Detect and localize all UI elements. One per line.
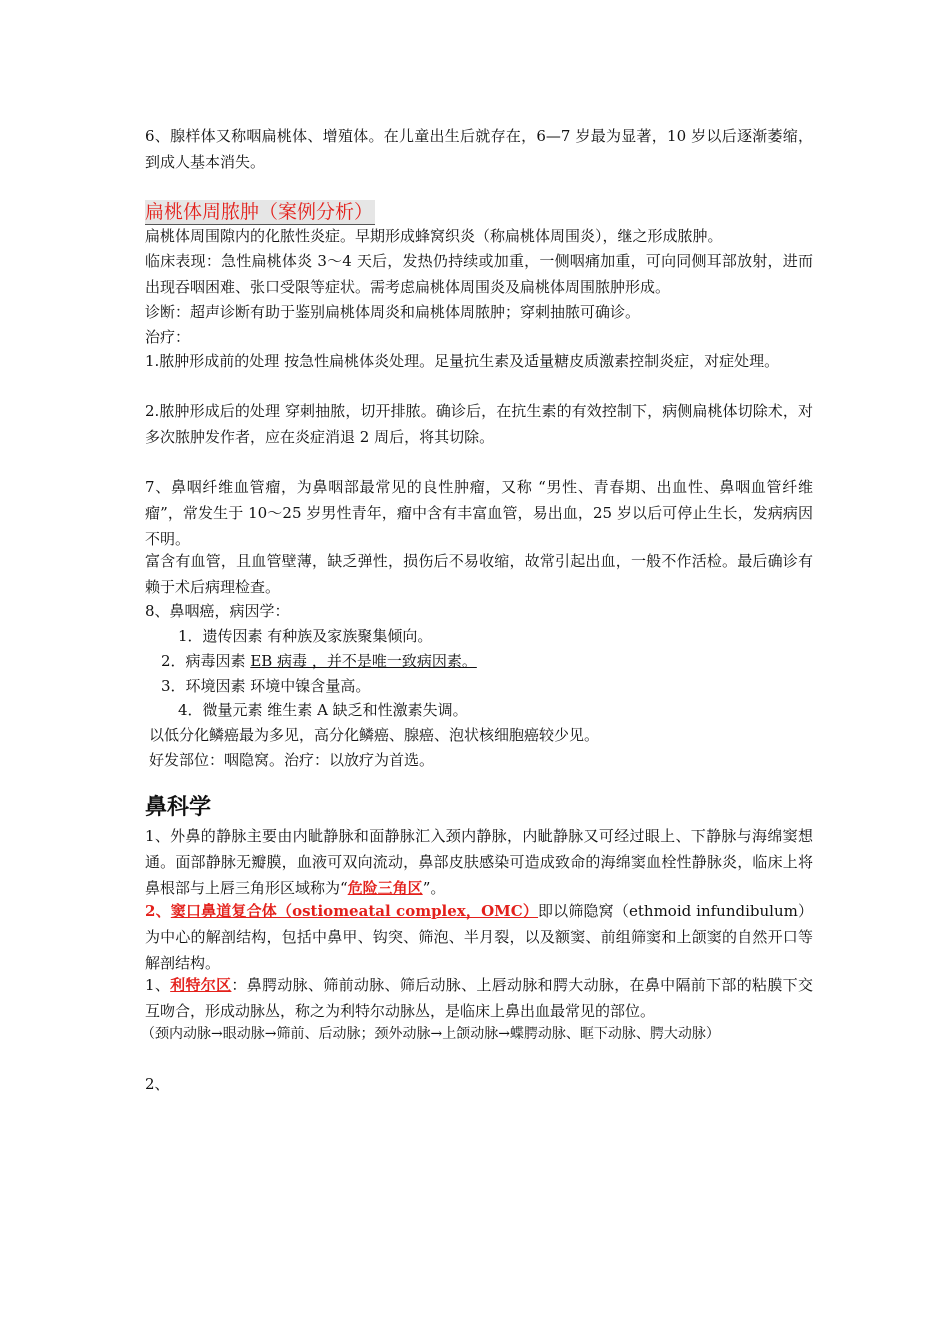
npc-cause-3: 3．环境因素 环境中镍含量高。 xyxy=(161,677,371,695)
case-clinical: 临床表现：急性扁桃体炎 3～4 天后，发热仍持续或加重，一侧咽痛加重，可向同侧耳部放射，进而出现吞咽困难、张口受限等症状。需考虑扁桃体周围炎及扁桃体周围脓肿形成。 xyxy=(145,252,813,296)
case-definition: 扁桃体周围隙内的化脓性炎症。早期形成蜂窝织炎（称扁桃体周围炎），继之形成脓肿。 xyxy=(145,227,723,245)
artery-path-note: （颈内动脉→眼动脉→筛前、后动脉；颈外动脉→上颌动脉→蝶腭动脉、眶下动脉、腭大动脉） xyxy=(141,1026,720,1042)
paragraph-adenoid: 6、腺样体又称咽扁桃体、增殖体。在儿童出生后就存在，6—7 岁最为显著，10 岁以后逐渐萎缩，到成人基本消失。 xyxy=(145,127,813,171)
rhinology-heading: 鼻科学 xyxy=(145,795,212,820)
little-area-keyword: 利特尔区 xyxy=(170,976,232,994)
omc-keyword: 窦口鼻道复合体（ostiomeatal complex，OMC） xyxy=(170,902,539,920)
case-treatment-2: 2.脓肿形成后的处理 穿刺抽脓，切开排脓。确诊后，在抗生素的有效控制下，病侧扁桃体切除术，对多次脓肿发作者，应在炎症消退 2 周后，将其切除。 xyxy=(145,402,813,446)
paragraph-angiofibroma-2: 富含有血管，且血管壁薄，缺乏弹性，损伤后不易收缩，故常引起出血，一般不作活检。最后确诊有赖于术后病理检查。 xyxy=(145,552,813,596)
danger-triangle-text: 1、外鼻的静脉主要由内眦静脉和面静脉汇入颈内静脉，内眦静脉又可经过眼上、下静脉与海绵窦想通。面部静脉无瓣膜，血液可双向流动，鼻部皮肤感染可造成致命的海绵窦血栓性静脉炎，临床上将鼻根部与上唇三角形区域称为“ xyxy=(145,827,813,897)
danger-triangle-keyword: 危险三角区 xyxy=(347,879,423,897)
npc-pathology: 以低分化鳞癌最为多见，高分化鳞癌、腺癌、泡状核细胞癌较少见。 xyxy=(149,726,600,744)
omc-text: 即以筛隐窝（ethmoid infundibulum）为中心的解剖结构，包括中鼻甲、钩突、筛泡、半月裂，以及额窦、前组筛窦和上颌窦的自然开口等解剖结构。 xyxy=(145,902,814,972)
little-area-number: 1、 xyxy=(145,976,171,994)
case-heading: 扁桃体周脓肿（案例分析） xyxy=(145,201,374,223)
npc-cause-1: 1．遗传因素 有种族及家族聚集倾向。 xyxy=(178,627,433,645)
npc-cause-2 xyxy=(161,648,811,674)
case-treatment-label: 治疗： xyxy=(145,328,191,346)
paragraph-npc: 8、鼻咽癌，病因学： xyxy=(145,602,290,620)
little-area-text: ：鼻腭动脉、筛前动脉、筛后动脉、上唇动脉和腭大动脉，在鼻中隔前下部的粘膜下交互吻合，形成动脉丛，称之为利特尔动脉丛，是临床上鼻出血最常见的部位。 xyxy=(145,976,813,1020)
danger-triangle-end: ”。 xyxy=(422,879,446,897)
npc-site-treatment: 好发部位：咽隐窝。治疗：以放疗为首选。 xyxy=(149,751,435,769)
paragraph-danger-triangle xyxy=(145,823,813,901)
npc-cause-2-underlined: EB 病毒 ，并不是唯一致病因素。 xyxy=(250,652,477,670)
omc-number: 2、 xyxy=(145,902,171,920)
section-case xyxy=(145,200,813,225)
npc-cause-2-label: 2．病毒因素 xyxy=(161,652,251,670)
case-treatment-1: 1.脓肿形成前的处理 按急性扁桃体炎处理。足量抗生素及适量糖皮质激素控制炎症，对症处理。 xyxy=(145,352,780,370)
npc-cause-4: 4．微量元素 维生素 A 缺乏和性激素失调。 xyxy=(178,701,468,719)
case-diagnosis: 诊断：超声诊断有助于鉴别扁桃体周炎和扁桃体周脓肿；穿刺抽脓可确诊。 xyxy=(145,303,641,321)
paragraph-omc xyxy=(145,898,813,976)
paragraph-angiofibroma: 7、鼻咽纤维血管瘤，为鼻咽部最常见的良性肿瘤，又称 “男性、青春期、出血性、鼻咽血管纤维瘤”，常发生于 10～25 岁男性青年，瘤中含有丰富血管，易出血，25 岁以后可停止生长，发病病因不明。 xyxy=(145,478,813,548)
paragraph-item-2: 2、 xyxy=(145,1075,170,1093)
paragraph-little-area xyxy=(145,972,813,1024)
